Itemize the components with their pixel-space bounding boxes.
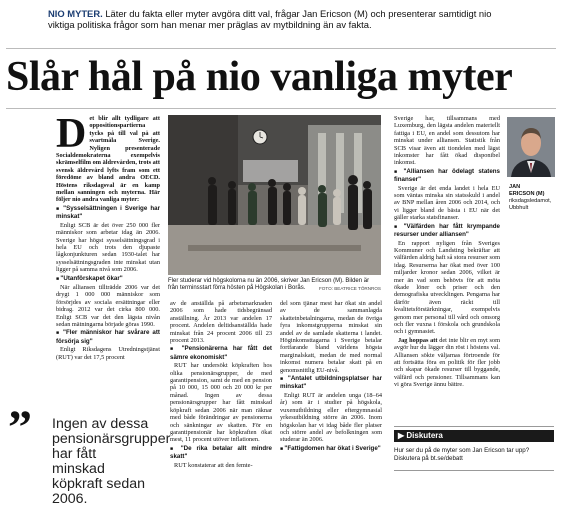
paragraph: Enligt SCB är det över 250 000 fler människor som arbetar idag än 2006. Sverige har högst sysselsättningsgrad i hela EU och trots den djupaste lågkonjunkturen sedan 1930-talet har sysselsättningsgraden inte minskat utan ligger på samma nivå som 2006. bbox=[56, 221, 160, 274]
article-column-2 bbox=[170, 300, 272, 475]
discuss-header bbox=[394, 430, 554, 442]
myth-heading-4: ■ "Pensionärerna har fått det sämre ekonomiskt" bbox=[170, 345, 272, 361]
myth-heading-2: ■ "Utanförskapet ökar" bbox=[56, 275, 160, 283]
paragraph: Enligt Riksdagens Utredningstjänst (RUT) var det 17,5 procent bbox=[56, 346, 160, 361]
intro-text bbox=[48, 8, 518, 30]
myth-heading-7: ■ "Fattigdomen har ökat i Sverige" bbox=[280, 445, 382, 453]
closing-lead: Jag hoppas att bbox=[398, 336, 438, 344]
author-role: riksdagsledamot, Ubbhult bbox=[509, 198, 552, 211]
myth-heading-1: ■ "Sysselsättningen i Sverige har minskat" bbox=[56, 205, 160, 221]
closing-text: det inte blir en myt som avgör hur du lägger din röst i höstens val. Alliansen sökte väljarnas förtroende för att fortsätta föra en politik för fler jobb och skapar ökade resurser till byggande, välfärd och pensioner. Tillsammans kan vi göra Sverige ännu bättre. bbox=[394, 336, 500, 389]
paragraph: del som tjänar mest har ökat sin andel av de sammanlagda skatteinbetalningarna, medan de övriga fyra inkomstgrupperna minskat sin andel av de samlade skatterna i landet. Höginkomsttagarna i Sverige betalar fortfarande bland världens högsta marginalskatt, medan de med normal inkomst numera betalar skatt på en genomsnittlig EU-nivå. bbox=[280, 300, 382, 374]
pull-quote: Ingen av dessa pensionärsgrupper har fått minskad köpkraft sedan 2006. bbox=[52, 416, 171, 507]
paragraph: av de anställda på arbetsmarknaden 2006 som hade tidsbegränsad anställning. År 2013 var andelen 17 procent. Andelen deltidsanställda hade minskat från 24 procent 2006 till 23 procent 2013. bbox=[170, 300, 272, 345]
author-first-name: JAN bbox=[509, 184, 521, 190]
article-photo bbox=[168, 115, 381, 275]
photo-credit: FOTO: BEATRICE TÖRNROS bbox=[318, 286, 381, 292]
arrow-icon: ▶ bbox=[398, 431, 405, 440]
discuss-label: Diskutera bbox=[406, 431, 443, 440]
author-byline bbox=[509, 184, 557, 212]
paragraph: Enligt RUT är andelen unga (18–64 år) som är i studier på högskola, vuxenutbildning eller eftergymnasial yrkesutbildning större än 2006. Inom högskolan har vi idag både fler platser och större andel av befolkningen som studerar än 2006. bbox=[280, 391, 382, 444]
quote-mark-icon: ” bbox=[8, 401, 32, 454]
drop-cap: D bbox=[56, 115, 87, 157]
paragraph: RUT har undersökt köpkraften hos olika pensionärsgrupper, de med garantipension, samt de med en pension på 10 000, 15 000 och 20 000 kr per månad. Ingen av dessa pensionärsgrupper har fått minskad köpkraft sedan 2006 när man räknar med både förändringar av pensionerna och sänkningar av skatten. För en garantipensionär har köpkraften ökat mest, 11 procent utöver inflationen. bbox=[170, 362, 272, 444]
headline: Slår hål på nio vanliga myter bbox=[6, 54, 513, 100]
photo-caption bbox=[168, 278, 381, 292]
paragraph: Sverige är det enda landet i hela EU som väntas minska sin statsskuld i andel av BNP mellan åren 2006 och 2014, och vi ligger bland de bästa i EU när det gäller starka statsfinanser. bbox=[394, 184, 500, 222]
myth-heading-6: ■ "Antalet utbildningsplatser har minskat" bbox=[280, 375, 382, 391]
myth-heading-3: ■ "Fler människor har svårare att försörja sig" bbox=[56, 329, 160, 345]
author-last-name: ERICSON (M) bbox=[509, 191, 545, 197]
author-portrait bbox=[507, 117, 555, 177]
myth-heading-8: ■ "Alliansen har ödelagt statens finanser" bbox=[394, 168, 500, 184]
caption-text: Fler studerar vid högskolorna nu än 2006, skriver Jan Ericson (M). Bilden är från terminsstart förra hösten på Högskolan i Borås. bbox=[168, 278, 370, 292]
lead-paragraph: et blir allt tydligare att oppositionspartierna tycks på till val på att svartmåla Sverige. Nyligen presenterade Socialdemokraterna exempelvis skrämselfilm om äldrevården, trots att svensk äldrevård lyfts fram som ett föredöme av bland andra OECD. Höstens riksdagsval är en kamp mellan sanningen och myterna. Här följer nio andra vanliga myter: bbox=[56, 115, 160, 204]
divider bbox=[394, 470, 554, 471]
paragraph: När alliansen tillträdde 2006 var det drygt 1 000 000 människor som försörjdes av sociala ersättningar eller bidrag. 2012 var det cirka 800 000. Enligt SCB var det den lägsta nivån sedan mätningarna började göras 1990. bbox=[56, 283, 160, 328]
article-column-1 bbox=[56, 115, 160, 405]
headline-rule bbox=[6, 108, 556, 109]
paragraph: En rapport nyligen från Sveriges Kommuner och Landsting bekräftar att välfärden aldrig haft så stora resurser som idag. Resurserna har ökat med över 100 miljarder kronor sedan 2006, vilket är mer än vad som behövts för att möta ökade löner och priser och den demografiska utvecklingen. Pengarna har därför även räckt till kvalitetsförstärkningar, exempelvis genom mer personal till vård och omsorg och fler vuxna i förskola och grundskola och i gymnasiet. bbox=[394, 239, 500, 336]
intro-body: Läter du fakta eller myter avgöra ditt val, frågar Jan Ericson (M) och presenterar samtidigt nio viktiga politiska frågor som han menar mer präglas av mytbildning än av fakta. bbox=[48, 8, 492, 30]
myth-heading-5: ■ "De rika betalar allt mindre skatt" bbox=[170, 445, 272, 461]
myth-heading-9: ■ "Välfärden har fått krympande resurser under alliansen" bbox=[394, 223, 500, 239]
top-rule bbox=[6, 48, 556, 49]
closing-paragraph bbox=[394, 337, 500, 389]
article-column-3 bbox=[280, 300, 382, 475]
intro-kicker: NIO MYTER. bbox=[48, 8, 103, 19]
paragraph: RUT konstaterar att den femte- bbox=[174, 461, 253, 469]
divider bbox=[394, 426, 554, 427]
discuss-link[interactable]: Hur ser du på de myter som Jan Ericson tar upp? Diskutera på bt.se/debatt bbox=[394, 447, 530, 462]
article-column-4 bbox=[394, 115, 500, 425]
paragraph: Sverige har, tillsammans med Luxemburg, den lägsta andelen materiellt fattiga i EU, en andel som dessutom har minskat under alliansen. Statistik från SCB visar även att tiondelen med lägst inkomster har fått ökad disponibel inkomst. bbox=[394, 115, 500, 167]
